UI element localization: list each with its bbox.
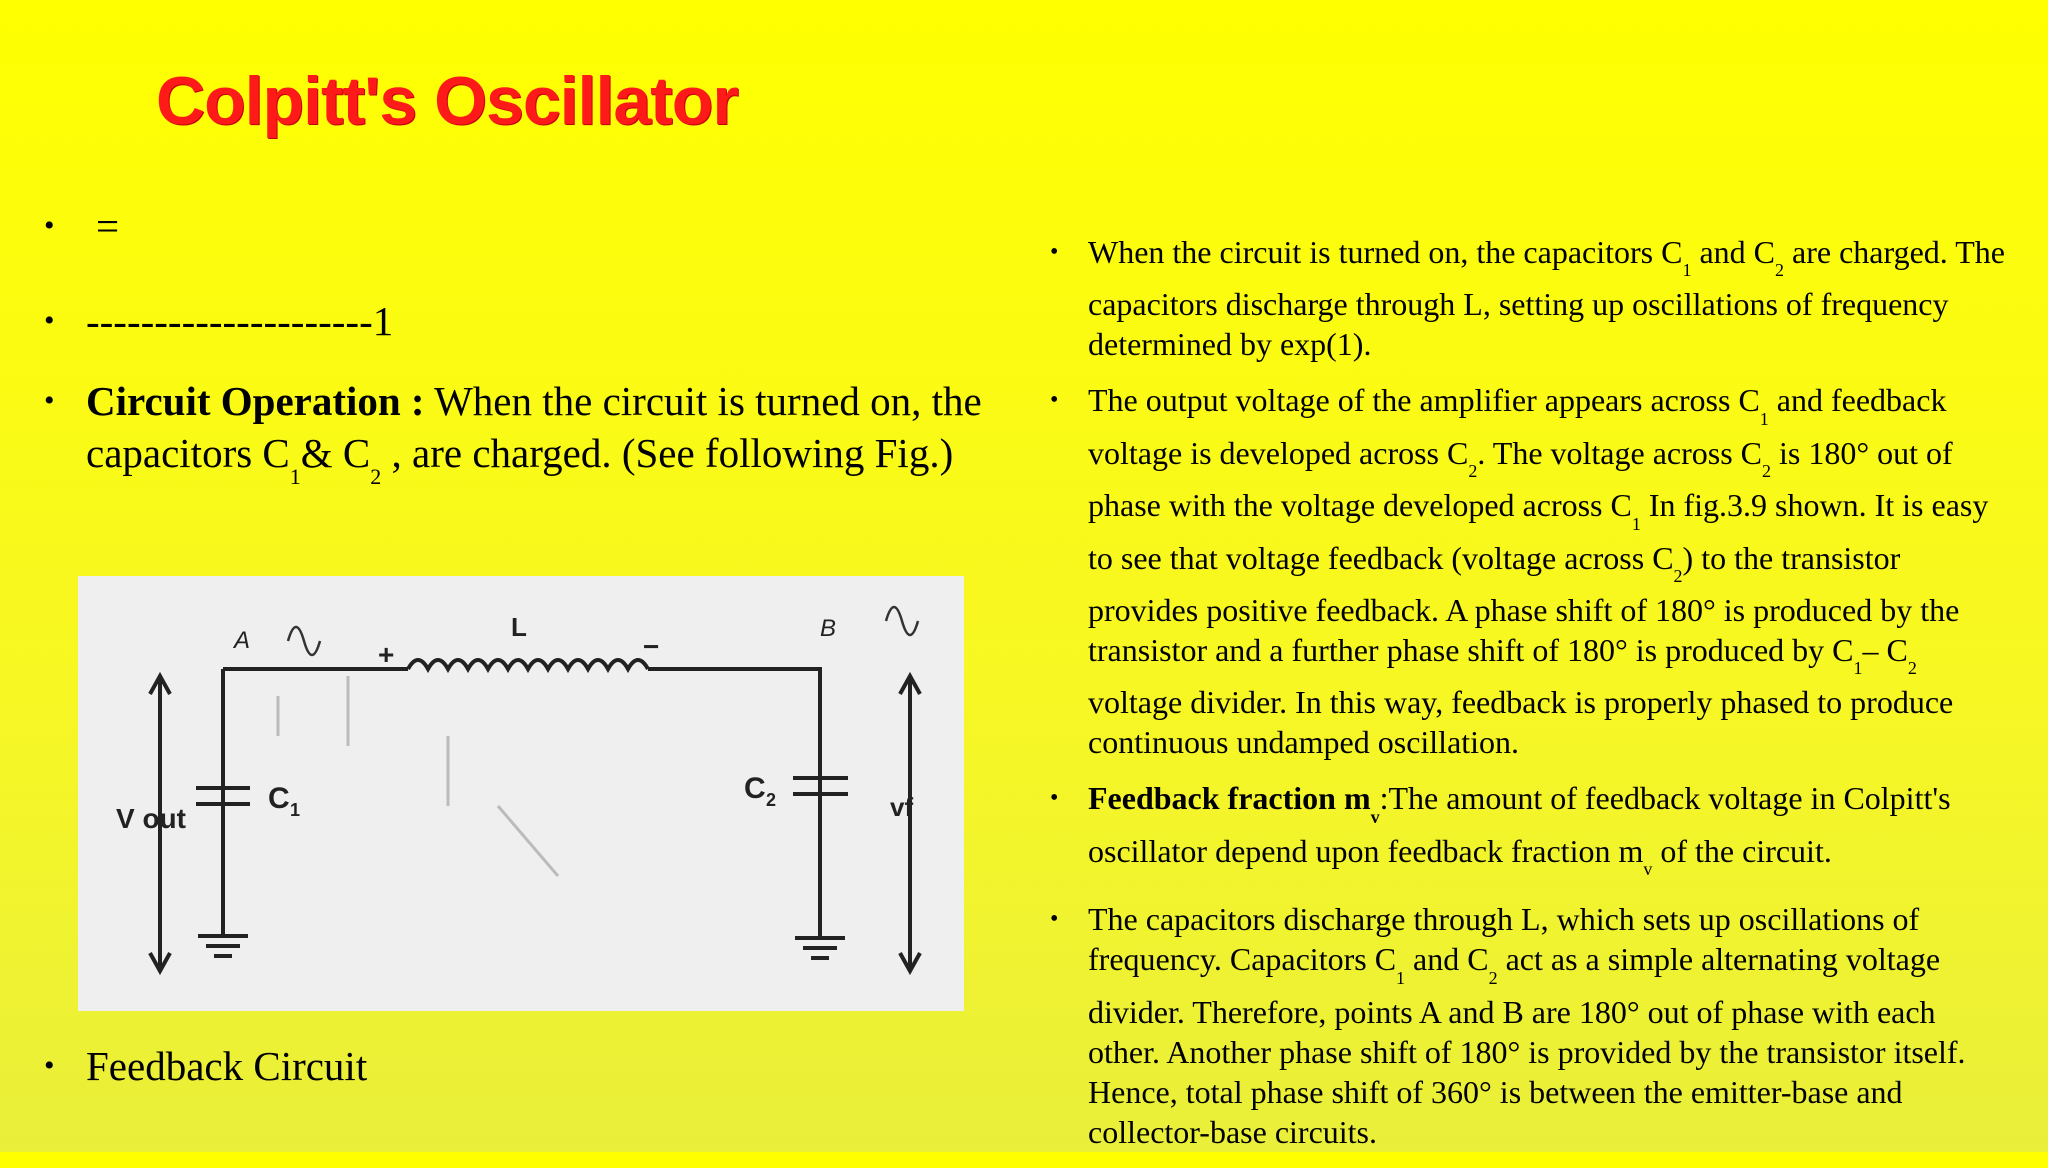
label-l: L xyxy=(511,612,527,642)
subscript: 1 xyxy=(1631,513,1641,534)
subscript: 2 xyxy=(1468,461,1478,482)
text: – C xyxy=(1862,631,1908,668)
handwritten-wave-b xyxy=(886,607,918,635)
text: When the circuit is turned on, the capacitors C xyxy=(86,378,982,476)
subscript: 2 xyxy=(1673,565,1683,586)
text: of the circuit. xyxy=(1652,832,1832,869)
label-plus: + xyxy=(378,639,395,670)
paragraph-feedback-fraction xyxy=(1050,778,2010,883)
label-c1-sub: 1 xyxy=(290,800,301,820)
faint-marks xyxy=(278,676,558,876)
bullet-dot: • xyxy=(44,304,55,337)
handwritten-wave-a xyxy=(288,627,320,655)
ground-left xyxy=(198,936,248,956)
subscript: 2 xyxy=(370,464,382,490)
subscript: 1 xyxy=(1759,408,1769,429)
right-column xyxy=(1050,232,2010,1168)
paragraph-turned-on xyxy=(1050,232,2010,364)
bullet-text xyxy=(86,375,1026,495)
text: voltage divider. In this way, feedback is properly phased to produce continuous undamped oscillation. xyxy=(1088,684,1954,761)
circuit-figure xyxy=(78,576,964,1011)
text: . The voltage across C xyxy=(1477,434,1763,471)
text: The capacitors discharge through L, which sets up oscillations of frequency. Capacitors C xyxy=(1088,901,1920,978)
text: is 180° out of phase with the voltage developed across C xyxy=(1088,434,1953,524)
ground-right xyxy=(795,938,845,958)
text: are charged. The capacitors discharge through L, setting up oscillations of frequency determined by exp(1). xyxy=(1088,234,2005,363)
subscript: 1 xyxy=(289,464,301,490)
subscript: v xyxy=(1370,806,1380,827)
subscript: 1 xyxy=(1396,967,1406,988)
paragraph-text xyxy=(1088,899,2010,1151)
label-b: B xyxy=(820,615,837,642)
text: & C xyxy=(300,430,371,476)
subscript: 1 xyxy=(1682,260,1692,281)
inductor-coil xyxy=(408,660,648,669)
label-vf: vf xyxy=(890,792,914,822)
paragraph-text xyxy=(1088,778,2010,883)
subscript: v xyxy=(1643,859,1653,880)
paragraph-text xyxy=(1088,232,2010,364)
subscript: 2 xyxy=(1775,260,1785,281)
text: :The amount of feedback voltage in Colpitt's oscillator depend upon feedback fraction m xyxy=(1088,780,1951,869)
text: and C xyxy=(1691,234,1776,270)
text: In fig.3.9 shown. It is easy to see that voltage feedback (voltage across C xyxy=(1088,487,1989,576)
bullet-dot: • xyxy=(1050,239,1059,265)
label-c2: C xyxy=(744,772,766,805)
bullet-dot: • xyxy=(1050,906,1059,933)
text: ) to the transistor provides positive feedback. A phase shift of 180° is produced by the transistor and a further phase shift of 180° is produced by C xyxy=(1088,539,1960,668)
bullet-dot: • xyxy=(1050,387,1059,414)
label-vout: V out xyxy=(116,803,186,834)
label-c1: C xyxy=(268,782,290,815)
label-a: A xyxy=(234,627,251,654)
wire-top-right xyxy=(648,669,820,866)
bullet-text: = xyxy=(96,203,120,249)
feedback-circuit-diagram xyxy=(78,576,964,1011)
bullet-dot: • xyxy=(44,209,55,242)
text: act as a simple alternating voltage divider. Therefore, points A and B are 180° out of phase with each other. Another phase shift of 180° is provided by the transistor itself. Hence, total phase shift of 360° is between the emitter-base and collector-base circuits. xyxy=(1088,941,1966,1150)
subscript: 2 xyxy=(1488,967,1498,988)
text: and C xyxy=(1405,941,1489,978)
text: The output voltage of the amplifier appears across C xyxy=(1088,382,1760,419)
bullet-dot: • xyxy=(44,384,55,417)
text: When the circuit is turned on, the capacitors C xyxy=(1088,234,1683,270)
subscript: 1 xyxy=(1853,658,1863,679)
bullet-text: Feedback Circuit xyxy=(86,1043,368,1089)
feedback-fraction-heading xyxy=(1088,780,1380,827)
label-c2-sub: 2 xyxy=(766,790,777,810)
circuit-operation-heading: Circuit Operation : xyxy=(86,378,425,424)
subscript: 2 xyxy=(1907,658,1917,679)
paragraph-text xyxy=(1088,380,2010,762)
slide-title: Colpitt's Oscillator xyxy=(156,63,738,139)
bullet-text: ---------------------1 xyxy=(86,298,394,344)
bullet-dot: • xyxy=(1050,785,1059,812)
text: , are charged. (See following Fig.) xyxy=(381,430,954,476)
text: Feedback fraction m xyxy=(1088,780,1371,817)
text: and feedback voltage is developed across C xyxy=(1088,382,1947,471)
paragraph-output-voltage xyxy=(1050,380,2010,762)
paragraph-capacitors-discharge xyxy=(1050,899,2010,1151)
bullet-dot: • xyxy=(44,1049,55,1082)
label-minus: − xyxy=(643,631,660,662)
subscript: 2 xyxy=(1762,461,1772,482)
